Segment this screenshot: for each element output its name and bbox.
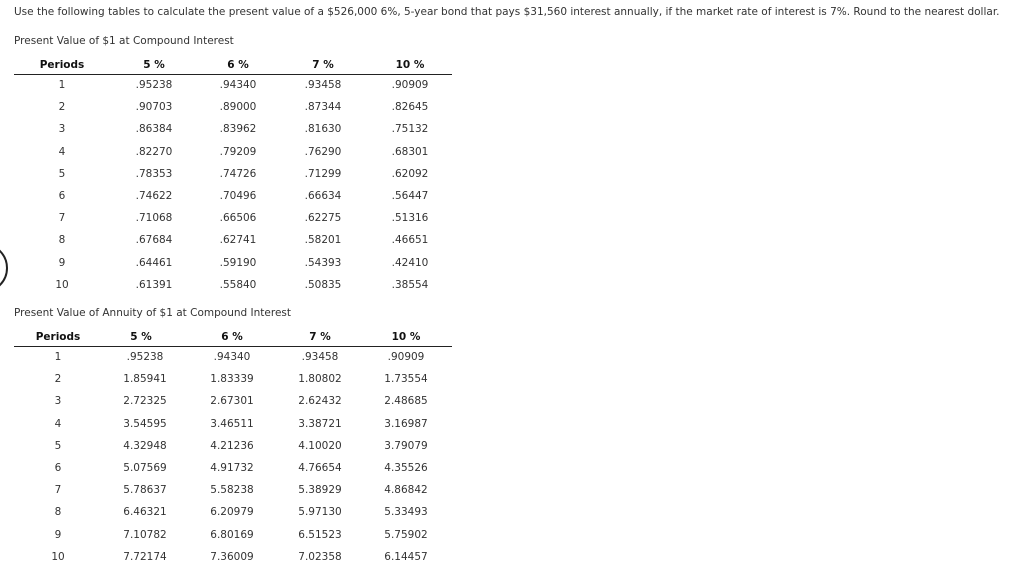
value-cell: .87344 — [304, 101, 342, 114]
value-cell: 2.72325 — [123, 395, 167, 408]
period-cell: 4 — [54, 417, 62, 430]
value-cell: 6.14457 — [384, 550, 428, 563]
value-cell: .50835 — [304, 278, 342, 291]
column-header: 10 % — [391, 331, 421, 343]
column-header: 5 % — [130, 331, 152, 343]
period-cell: 6 — [54, 461, 62, 474]
value-cell: .54393 — [304, 256, 342, 269]
period-cell: 7 — [58, 212, 66, 225]
table2-caption: Present Value of Annuity of $1 at Compound Interest — [14, 307, 291, 319]
value-cell: .76290 — [304, 145, 342, 158]
period-cell: 4 — [58, 145, 66, 158]
table-row — [14, 547, 452, 569]
value-cell: 4.32948 — [123, 439, 167, 452]
value-cell: 2.67301 — [210, 395, 254, 408]
value-cell: .66634 — [304, 189, 342, 202]
value-cell: .70496 — [219, 189, 257, 202]
table-row — [14, 208, 452, 230]
value-cell: .78353 — [135, 167, 173, 180]
value-cell: .74622 — [135, 189, 173, 202]
period-cell: 3 — [58, 123, 66, 136]
table-row — [14, 97, 452, 119]
value-cell: .95238 — [126, 351, 164, 363]
value-cell: .56447 — [391, 189, 429, 202]
value-cell: 2.62432 — [298, 395, 342, 408]
value-cell: 6.80169 — [210, 528, 254, 541]
table-row — [14, 391, 452, 413]
value-cell: 6.46321 — [123, 506, 167, 519]
pva-table — [14, 330, 452, 569]
value-cell: .90909 — [387, 351, 425, 363]
value-cell: .82645 — [391, 101, 429, 114]
period-cell: 2 — [54, 373, 62, 386]
value-cell: 1.85941 — [123, 373, 167, 386]
table-row — [14, 480, 452, 502]
value-cell: 7.02358 — [298, 550, 342, 563]
period-cell: 7 — [54, 484, 62, 497]
value-cell: 3.79079 — [384, 439, 428, 452]
period-cell: 8 — [58, 234, 66, 247]
column-header: 6 % — [221, 331, 243, 343]
value-cell: .71299 — [304, 167, 342, 180]
period-cell: 6 — [58, 189, 66, 202]
period-cell: 9 — [58, 256, 66, 269]
column-header: 5 % — [143, 59, 165, 71]
value-cell: 3.38721 — [298, 417, 342, 430]
pva-table-header — [14, 330, 452, 347]
pv-table-body — [14, 75, 452, 297]
value-cell: .79209 — [219, 145, 257, 158]
period-cell: 5 — [54, 439, 62, 452]
value-cell: .55840 — [219, 278, 257, 291]
value-cell: 4.10020 — [298, 439, 342, 452]
value-cell: .75132 — [391, 123, 429, 136]
value-cell: 7.10782 — [123, 528, 167, 541]
value-cell: .94340 — [213, 351, 251, 363]
value-cell: .83962 — [219, 123, 257, 136]
value-cell: 2.48685 — [384, 395, 428, 408]
value-cell: .62741 — [219, 234, 257, 247]
value-cell: .82270 — [135, 145, 173, 158]
value-cell: 5.75902 — [384, 528, 428, 541]
column-header: 6 % — [227, 59, 249, 71]
pv-table — [14, 58, 452, 297]
table-row — [14, 275, 452, 297]
period-cell: 1 — [58, 79, 66, 91]
table-row — [14, 502, 452, 524]
value-cell: .95238 — [135, 79, 173, 91]
value-cell: 5.33493 — [384, 506, 428, 519]
question-text: Use the following tables to calculate the present value of a $526,000 6%, 5-year bond that pays $31,560 interest annually, if the market rate of interest is 7%. Round to the nearest dollar. — [14, 6, 1000, 18]
value-cell: .90703 — [135, 101, 173, 114]
value-cell: 1.80802 — [298, 373, 342, 386]
value-cell: .61391 — [135, 278, 173, 291]
table-row — [14, 414, 452, 436]
table-row — [14, 119, 452, 141]
table-row — [14, 458, 452, 480]
value-cell: 4.86842 — [384, 484, 428, 497]
period-cell: 3 — [54, 395, 62, 408]
value-cell: .74726 — [219, 167, 257, 180]
pva-table-body — [14, 347, 452, 569]
value-cell: .58201 — [304, 234, 342, 247]
value-cell: .94340 — [219, 79, 257, 91]
value-cell: 4.76654 — [298, 461, 342, 474]
value-cell: .46651 — [391, 234, 429, 247]
value-cell: .66506 — [219, 212, 257, 225]
value-cell: .64461 — [135, 256, 173, 269]
value-cell: .81630 — [304, 123, 342, 136]
value-cell: 7.72174 — [123, 550, 167, 563]
period-cell: 10 — [51, 550, 65, 563]
column-header: 7 % — [312, 59, 334, 71]
value-cell: 3.54595 — [123, 417, 167, 430]
value-cell: 1.73554 — [384, 373, 428, 386]
value-cell: .42410 — [391, 256, 429, 269]
period-cell: 2 — [58, 101, 66, 114]
value-cell: 5.97130 — [298, 506, 342, 519]
table-row — [14, 186, 452, 208]
value-cell: .38554 — [391, 278, 429, 291]
value-cell: .68301 — [391, 145, 429, 158]
value-cell: 4.91732 — [210, 461, 254, 474]
radio-circle[interactable] — [0, 243, 8, 293]
column-header: 10 % — [395, 59, 425, 71]
pv-table-header — [14, 58, 452, 75]
table-row — [14, 164, 452, 186]
value-cell: 4.35526 — [384, 461, 428, 474]
value-cell: .89000 — [219, 101, 257, 114]
period-cell: 8 — [54, 506, 62, 519]
value-cell: .90909 — [391, 79, 429, 91]
table-row — [14, 75, 452, 97]
value-cell: .59190 — [219, 256, 257, 269]
value-cell: .62092 — [391, 167, 429, 180]
value-cell: 1.83339 — [210, 373, 254, 386]
value-cell: 5.38929 — [298, 484, 342, 497]
value-cell: 5.07569 — [123, 461, 167, 474]
value-cell: 5.58238 — [210, 484, 254, 497]
table1-caption: Present Value of $1 at Compound Interest — [14, 35, 234, 47]
value-cell: .93458 — [304, 79, 342, 91]
column-header: 7 % — [309, 331, 331, 343]
value-cell: .71068 — [135, 212, 173, 225]
table-row — [14, 369, 452, 391]
value-cell: 6.20979 — [210, 506, 254, 519]
value-cell: .51316 — [391, 212, 429, 225]
table-row — [14, 142, 452, 164]
value-cell: 7.36009 — [210, 550, 254, 563]
value-cell: 3.16987 — [384, 417, 428, 430]
value-cell: 4.21236 — [210, 439, 254, 452]
period-cell: 5 — [58, 167, 66, 180]
table-row — [14, 230, 452, 252]
value-cell: .86384 — [135, 123, 173, 136]
period-cell: 1 — [54, 351, 62, 363]
table-row — [14, 347, 452, 369]
value-cell: 5.78637 — [123, 484, 167, 497]
table-row — [14, 436, 452, 458]
period-cell: 10 — [55, 278, 69, 291]
value-cell: .93458 — [301, 351, 339, 363]
value-cell: .67684 — [135, 234, 173, 247]
value-cell: 3.46511 — [210, 417, 254, 430]
table-row — [14, 525, 452, 547]
table-row — [14, 253, 452, 275]
column-header: Periods — [39, 59, 85, 71]
value-cell: .62275 — [304, 212, 342, 225]
value-cell: 6.51523 — [298, 528, 342, 541]
period-cell: 9 — [54, 528, 62, 541]
column-header: Periods — [35, 331, 81, 343]
